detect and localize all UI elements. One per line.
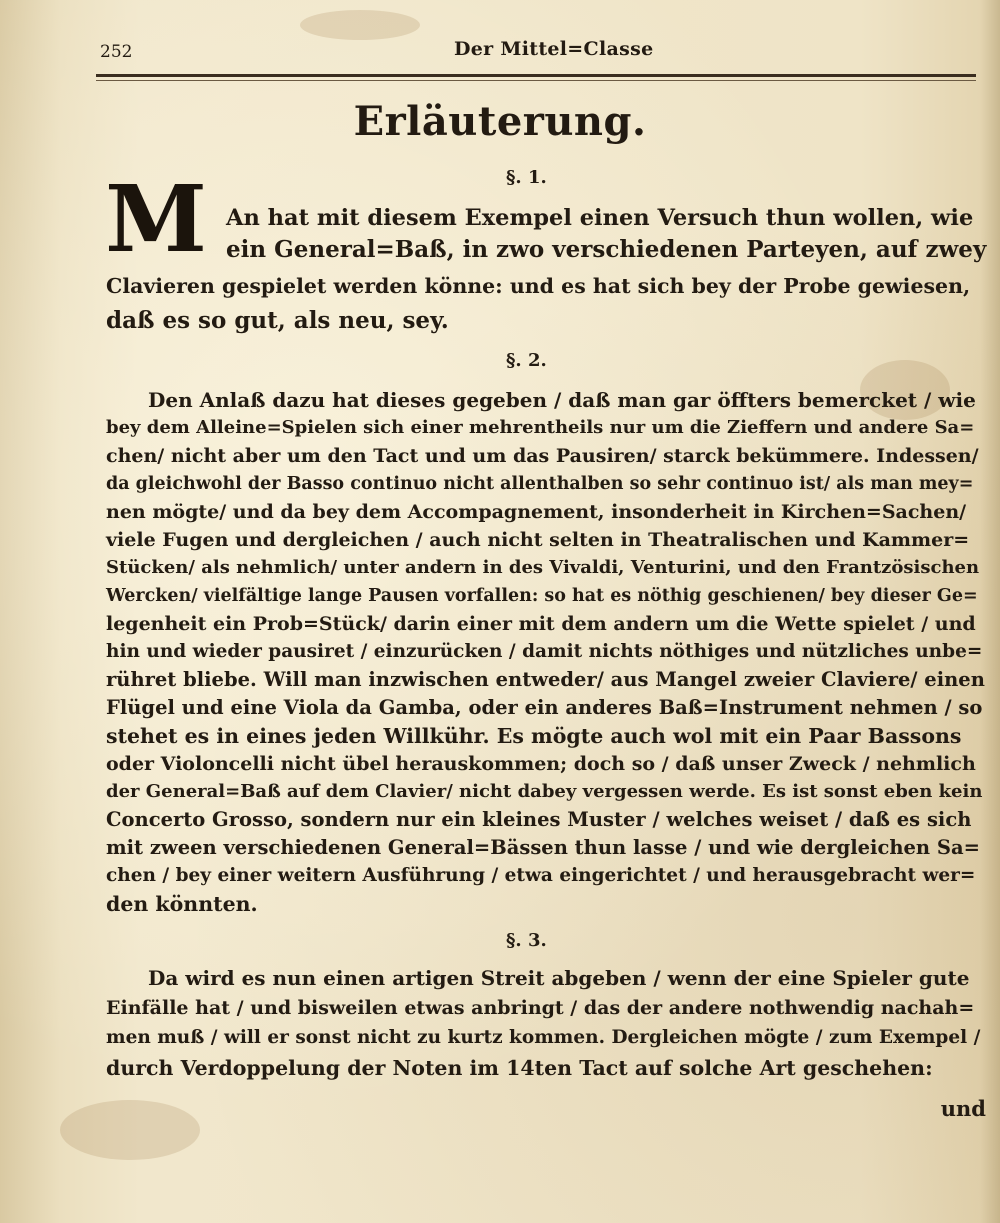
text-line: mit zween verschiedenen General=Bässen thun lasse / und wie dergleichen Sa= [106, 836, 980, 859]
header-rule [96, 74, 976, 77]
text-line: Concerto Grosso, sondern nur ein kleines Muster / welches weiset / daß es sich [106, 808, 972, 831]
text-line: hin und wieder pausiret / einzurücken / damit nichts nöthiges und nützliches unbe= [106, 641, 983, 662]
section-mark-1: §. 1. [506, 167, 547, 188]
page-heading: Erläuterung. [353, 98, 647, 145]
text-line: rühret bliebe. Will man inzwischen entweder/ aus Mangel zweier Claviere/ einen [106, 668, 985, 691]
text-line: stehet es in eines jeden Willkühr. Es mögte auch wol mit ein Paar Bassons [106, 724, 962, 748]
text-line: Den Anlaß dazu hat dieses gegeben / daß man gar öffters bemercket / wie [148, 388, 976, 412]
text-line: Wercken/ vielfältige lange Pausen vorfallen: so hat es nöthig geschienen/ bey dieser Ge= [106, 586, 978, 606]
text-line: Stücken/ als nehmlich/ unter andern in des Vivaldi, Venturini, und den Frantzösischen [106, 557, 980, 578]
text-line: oder Violoncelli nicht übel herauskommen; doch so / daß unser Zweck / nehmlich [106, 753, 976, 775]
running-head [96, 36, 976, 76]
text-line: chen / bey einer weitern Ausführung / etwa eingerichtet / und herausgebracht wer= [106, 865, 976, 886]
text-line: Da wird es nun einen artigen Streit abgeben / wenn der eine Spieler gute [148, 966, 970, 990]
running-title: Der Mittel=Classe [454, 38, 654, 60]
text-line: chen/ nicht aber um den Tact und um das Pausiren/ starck bekümmere. Indessen/ [106, 445, 979, 467]
text-line: durch Verdoppelung der Noten im 14ten Tact auf solche Art geschehen: [106, 1056, 933, 1080]
text-line: da gleichwohl der Basso continuo nicht allenthalben so sehr continuo ist/ als man mey= [106, 474, 974, 494]
paper-stain [60, 1100, 200, 1160]
text-line: der General=Baß auf dem Clavier/ nicht dabey vergessen werde. Es ist sonst eben kein [106, 781, 983, 802]
section-mark-2: §. 2. [506, 350, 547, 371]
text-line: viele Fugen und dergleichen / auch nicht selten in Theatralischen und Kammer= [106, 529, 970, 551]
text-line: Clavieren gespielet werden könne: und es hat sich bey der Probe gewiesen, [106, 274, 971, 298]
text-line: Flügel und eine Viola da Gamba, oder ein anderes Baß=Instrument nehmen / so [106, 696, 983, 719]
section-mark-3: §. 3. [506, 930, 547, 951]
page-number: 252 [100, 42, 133, 62]
text-line: bey dem Alleine=Spielen sich einer mehrentheils nur um die Zieffern und andere Sa= [106, 417, 975, 438]
text-line: legenheit ein Prob=Stück/ darin einer mit dem andern um die Wette spielet / und [106, 613, 976, 635]
header-rule-thin [96, 80, 976, 81]
text-line: den könnten. [106, 892, 258, 916]
catchword: und [940, 1096, 986, 1121]
text-line: An hat mit diesem Exempel einen Versuch thun wollen, wie [226, 205, 974, 231]
text-line: daß es so gut, als neu, sey. [106, 307, 449, 334]
drop-cap: M [105, 165, 207, 273]
text-line: men muß / will er sonst nicht zu kurtz kommen. Dergleichen mögte / zum Exempel / [106, 1027, 981, 1048]
text-line: ein General=Baß, in zwo verschiedenen Parteyen, auf zwey [226, 236, 987, 263]
text-line: nen mögte/ und da bey dem Accompagnement, insonderheit in Kirchen=Sachen/ [106, 501, 967, 523]
text-line: Einfälle hat / und bisweilen etwas anbringt / das der andere nothwendig nachah= [106, 997, 975, 1019]
